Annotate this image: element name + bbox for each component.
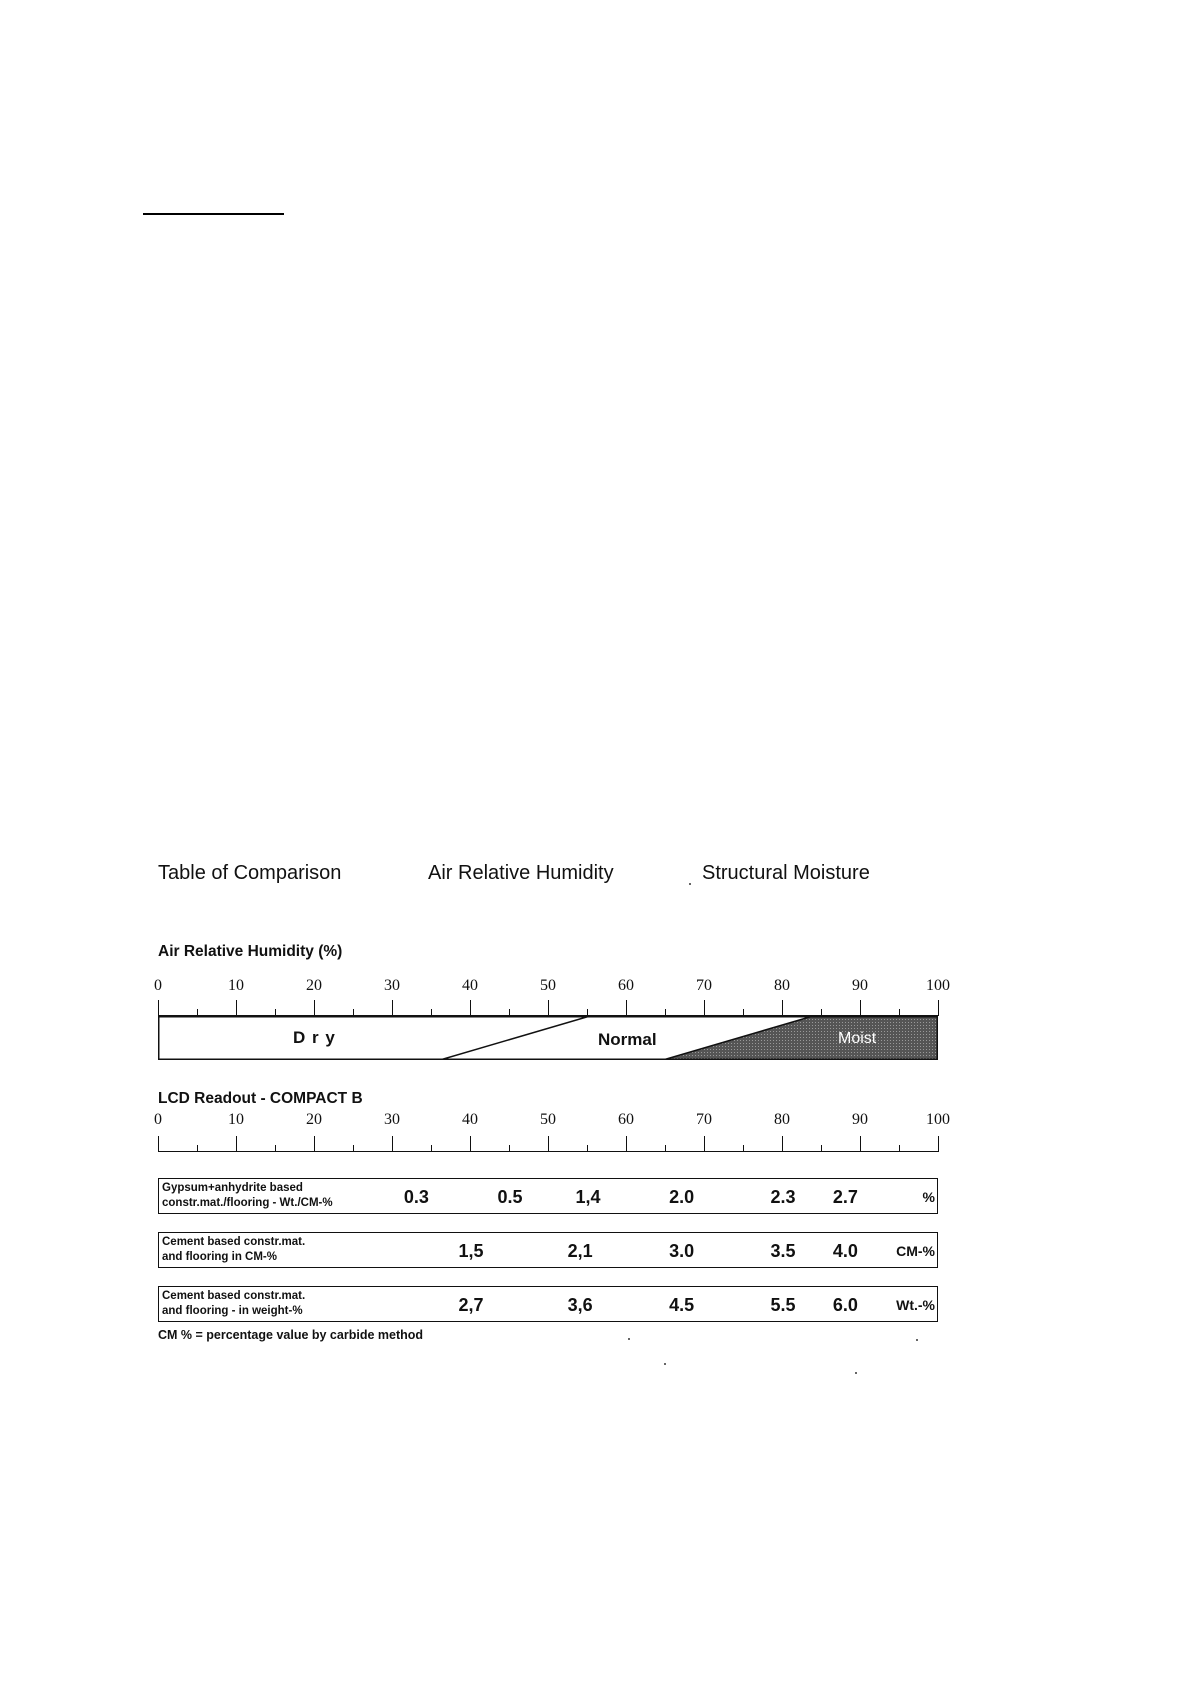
humidity-tick-label: 80 [774, 977, 790, 994]
row-value: 6.0 [832, 1295, 858, 1315]
humidity-tick-mark [743, 1009, 744, 1016]
lcd-tick-mark [275, 1145, 276, 1152]
row-description [162, 1289, 305, 1319]
lcd-tick-mark [314, 1136, 315, 1152]
humidity-tick-mark [275, 1009, 276, 1016]
humidity-tick-label: 30 [384, 977, 400, 994]
lcd-tick-mark [431, 1145, 432, 1152]
humidity-tick-mark [236, 1000, 237, 1016]
humidity-tick-label: 40 [462, 977, 478, 994]
row-value: 4.5 [669, 1295, 695, 1315]
humidity-tick-mark [860, 1000, 861, 1016]
row-unit: Wt.-% [896, 1297, 935, 1313]
row-value: 2.0 [669, 1187, 695, 1207]
lcd-tick-label: 0 [154, 1111, 162, 1128]
lcd-tick-mark [821, 1145, 822, 1152]
lcd-tick-mark [782, 1136, 783, 1152]
row-value: 2,1 [567, 1241, 593, 1261]
lcd-tick-mark [197, 1145, 198, 1152]
lcd-tick-label: 60 [618, 1111, 634, 1128]
humidity-tick-mark [158, 1000, 159, 1016]
lcd-tick-mark [743, 1145, 744, 1152]
humidity-tick-mark [704, 1000, 705, 1016]
humidity-tick-mark [821, 1009, 822, 1016]
table-row [158, 1232, 938, 1268]
row-description-line1: Gypsum+anhydrite based [162, 1182, 303, 1194]
lcd-tick-mark [860, 1136, 861, 1152]
humidity-tick-label: 0 [154, 977, 162, 994]
humidity-tick-mark [470, 1000, 471, 1016]
lcd-tick-mark [392, 1136, 393, 1152]
humidity-tick-mark [392, 1000, 393, 1016]
lcd-tick-label: 70 [696, 1111, 712, 1128]
row-value: 3.0 [669, 1241, 695, 1261]
row-value: 5.5 [770, 1295, 796, 1315]
lcd-tick-mark [353, 1145, 354, 1152]
humidity-tick-label: 50 [540, 977, 556, 994]
zone-label-moist: Moist [838, 1030, 877, 1047]
lcd-tick-mark [704, 1136, 705, 1152]
lcd-tick-mark [626, 1136, 627, 1152]
zone-band-graphic [158, 1016, 938, 1060]
row-value: 3,6 [567, 1295, 593, 1315]
lcd-tick-mark [938, 1136, 939, 1152]
humidity-tick-label: 20 [306, 977, 322, 994]
humidity-tick-label: 100 [926, 977, 950, 994]
humidity-tick-mark [314, 1000, 315, 1016]
header-air-relative-humidity: Air Relative Humidity [428, 862, 614, 884]
humidity-tick-mark [548, 1000, 549, 1016]
row-description [162, 1181, 333, 1211]
lcd-tick-label: 10 [228, 1111, 244, 1128]
top-rule [143, 213, 284, 215]
footnote: CM % = percentage value by carbide method [158, 1328, 424, 1342]
humidity-tick-label: 60 [618, 977, 634, 994]
row-description-line2: and flooring in CM-% [162, 1251, 277, 1263]
row-description-line2: and flooring - in weight-% [162, 1305, 303, 1317]
lcd-tick-label: 90 [852, 1111, 868, 1128]
row-value: 1,5 [458, 1241, 484, 1261]
humidity-tick-mark [509, 1009, 510, 1016]
row-value: 2.3 [770, 1187, 796, 1207]
humidity-tick-mark [197, 1009, 198, 1016]
lcd-tick-label: 30 [384, 1111, 400, 1128]
row-value: 1,4 [575, 1187, 601, 1207]
humidity-tick-mark [665, 1009, 666, 1016]
humidity-tick-mark [587, 1009, 588, 1016]
lcd-tick-label: 80 [774, 1111, 790, 1128]
row-value: 2.7 [832, 1187, 858, 1207]
humidity-tick-mark [782, 1000, 783, 1016]
row-value: 3.5 [770, 1241, 796, 1261]
humidity-tick-label: 70 [696, 977, 712, 994]
scan-speck [664, 1363, 666, 1365]
scan-speck [855, 1372, 857, 1374]
header-structural-moisture: Structural Moisture [702, 862, 870, 884]
row-description-line1: Cement based constr.mat. [162, 1236, 306, 1248]
lcd-tick-mark [665, 1145, 666, 1152]
lcd-tick-label: 20 [306, 1111, 322, 1128]
lcd-ruler [158, 1134, 938, 1152]
table-title: Table of Comparison [158, 862, 342, 884]
scan-speck [689, 883, 691, 885]
humidity-tick-mark [353, 1009, 354, 1016]
table-row [158, 1178, 938, 1214]
humidity-tick-mark [431, 1009, 432, 1016]
row-unit: CM-% [896, 1243, 935, 1259]
humidity-tick-label: 10 [228, 977, 244, 994]
zone-label-dry: D r y [293, 1028, 336, 1047]
lcd-scale-title: LCD Readout - COMPACT B [158, 1090, 363, 1107]
lcd-tick-mark [548, 1136, 549, 1152]
lcd-tick-label: 50 [540, 1111, 556, 1128]
row-value: 2,7 [458, 1295, 484, 1315]
scan-speck [628, 1338, 630, 1340]
humidity-tick-mark [899, 1009, 900, 1016]
row-unit: % [922, 1189, 935, 1205]
row-description [162, 1235, 305, 1265]
row-description-line1: Cement based constr.mat. [162, 1290, 306, 1302]
humidity-zone-band [158, 1016, 938, 1060]
lcd-tick-mark [236, 1136, 237, 1152]
table-row [158, 1286, 938, 1322]
scan-speck [916, 1339, 918, 1341]
humidity-tick-mark [626, 1000, 627, 1016]
row-value: 0.3 [403, 1187, 429, 1207]
row-description-line2: constr.mat./flooring - Wt./CM-% [162, 1197, 333, 1209]
lcd-tick-mark [509, 1145, 510, 1152]
row-value: 4.0 [832, 1241, 858, 1261]
humidity-tick-label: 90 [852, 977, 868, 994]
humidity-tick-mark [938, 1000, 939, 1016]
lcd-tick-mark [587, 1145, 588, 1152]
humidity-ruler [158, 998, 938, 1016]
lcd-tick-mark [470, 1136, 471, 1152]
humidity-scale-title: Air Relative Humidity (%) [158, 943, 343, 960]
zone-label-normal: Normal [598, 1030, 657, 1049]
lcd-tick-mark [899, 1145, 900, 1152]
lcd-tick-label: 40 [462, 1111, 478, 1128]
lcd-tick-label: 100 [926, 1111, 950, 1128]
row-value: 0.5 [497, 1187, 523, 1207]
lcd-tick-mark [158, 1136, 159, 1152]
